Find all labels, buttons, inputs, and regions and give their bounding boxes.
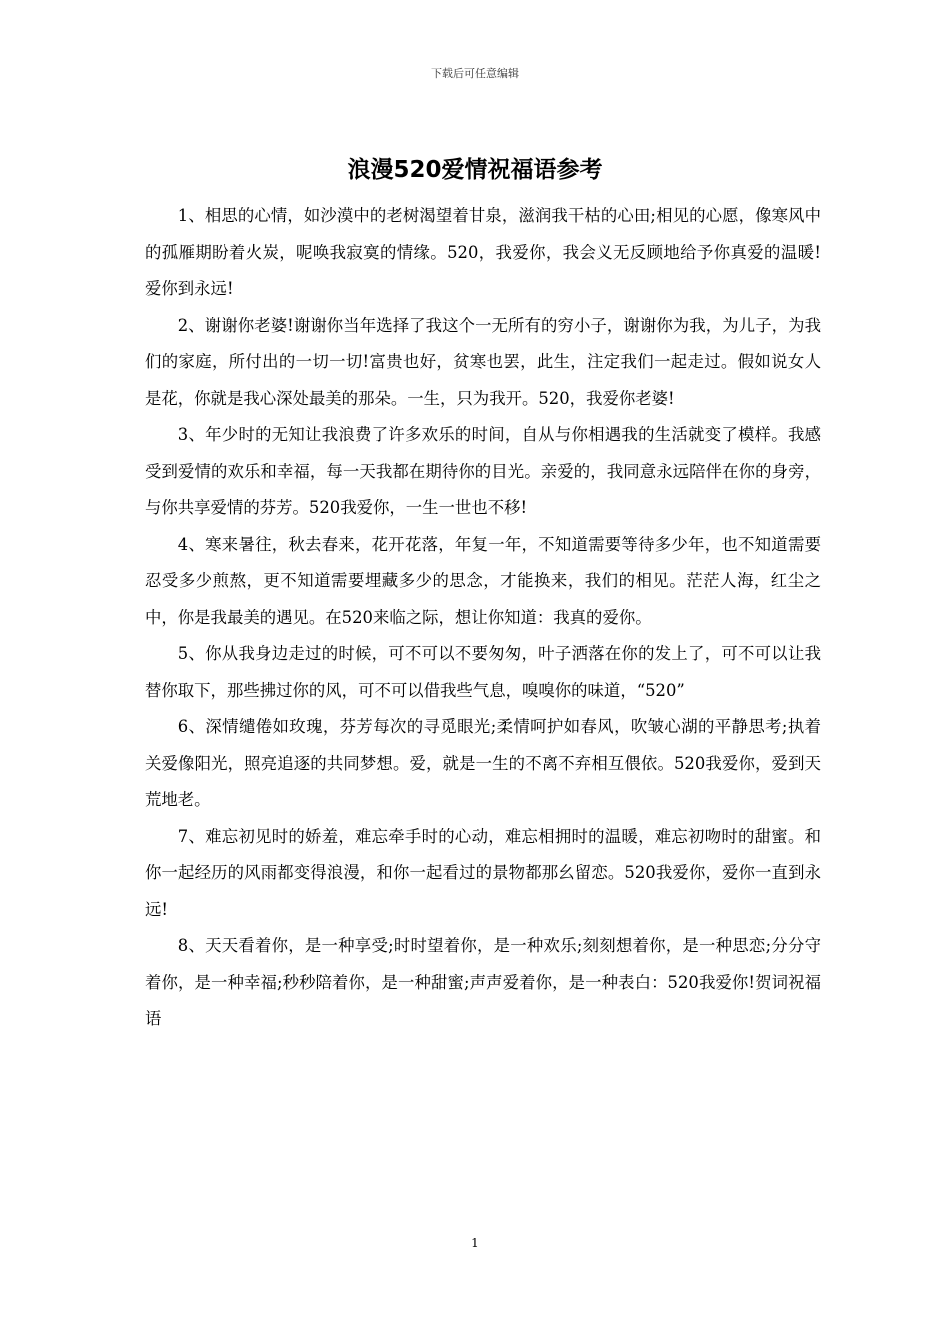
page-header: 下载后可任意编辑	[431, 67, 519, 80]
paragraph-3: 3、年少时的无知让我浪费了许多欢乐的时间，自从与你相遇我的生活就变了模样。我感受到爱情的欢乐和幸福，每一天我都在期待你的目光。亲爱的，我同意永远陪伴在你的身旁，与你共享爱情的芬芳。520我爱你，一生一世也不移!	[145, 425, 821, 517]
document-title: 浪漫520爱情祝福语参考	[347, 157, 603, 183]
document-body	[145, 198, 821, 1038]
paragraph-1: 1、相思的心情，如沙漠中的老树渴望着甘泉，滋润我干枯的心田;相见的心愿，像寒风中的孤雁期盼着火炭，呢唤我寂寞的情缘。520，我爱你，我会义无反顾地给予你真爱的温暖!爱你到永远!	[145, 206, 821, 298]
paragraph-7: 7、难忘初见时的娇羞，难忘牵手时的心动，难忘相拥时的温暖，难忘初吻时的甜蜜。和你一起经历的风雨都变得浪漫，和你一起看过的景物都那幺留恋。520我爱你，爱你一直到永远!	[145, 826, 821, 919]
paragraph-8: 8、天天看着你，是一种享受;时时望着你，是一种欢乐;刻刻想着你，是一种思恋;分分守着你，是一种幸福;秒秒陪着你，是一种甜蜜;声声爱着你，是一种表白：520我爱你!贺词祝福语	[145, 936, 821, 1028]
paragraph-6: 6、深情缱倦如玫瑰，芬芳每次的寻觅眼光;柔情呵护如春风，吹皱心湖的平静思考;执着关爱像阳光，照亮追逐的共同梦想。爱，就是一生的不离不弃相互偎依。520我爱你，爱到天荒地老。	[145, 717, 821, 809]
page-number: 1	[471, 1236, 479, 1250]
paragraph-5: 5、你从我身边走过的时候，可不可以不要匆匆，叶子洒落在你的发上了，可不可以让我替你取下，那些拂过你的风，可不可以借我些气息，嗅嗅你的味道，“520”	[145, 644, 821, 700]
paragraph-2: 2、谢谢你老婆!谢谢你当年选择了我这个一无所有的穷小子，谢谢你为我，为儿子，为我们的家庭，所付出的一切一切!富贵也好，贫寒也罢，此生，注定我们一起走过。假如说女人是花，你就是我心深处最美的那朵。一生，只为我开。520，我爱你老婆!	[145, 315, 821, 408]
paragraph-4: 4、寒来暑往，秋去春来，花开花落，年复一年，不知道需要等待多少年，也不知道需要忍受多少煎熬，更不知道需要埋藏多少的思念，才能换来，我们的相见。茫茫人海，红尘之中，你是我最美的遇见。在520来临之际，想让你知道：我真的爱你。	[145, 534, 821, 627]
